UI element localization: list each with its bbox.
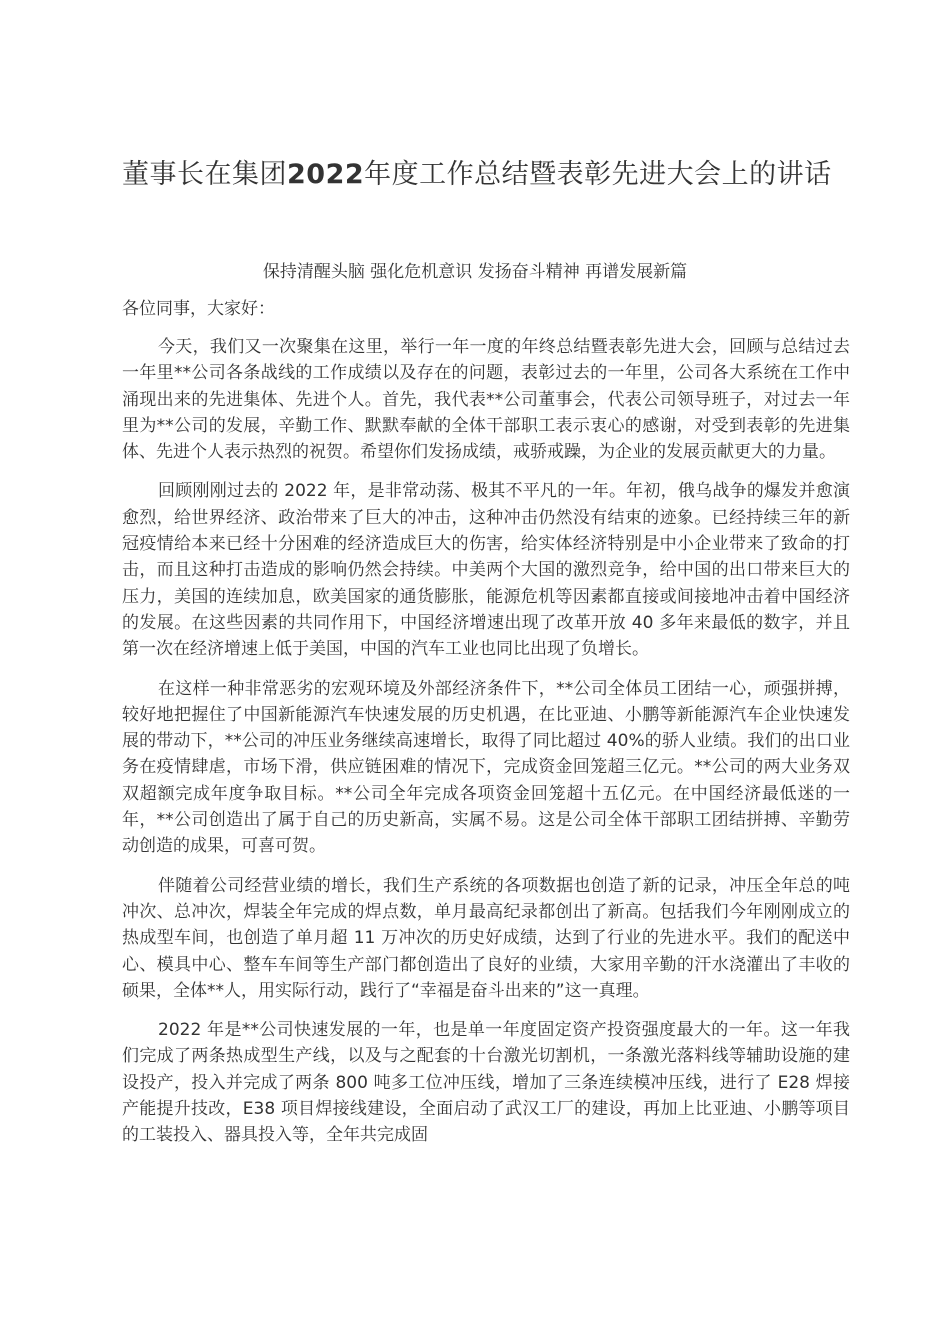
paragraph: 2022 年是**公司快速发展的一年，也是单一年度固定资产投资强度最大的一年。这一年我们完成了两条热成型生产线，以及与之配套的十台激光切割机，一条激光落料线等辅助设施的建设投产，投入并完成了两条 800 吨多工位冲压线，增加了三条连续模冲压线，进行了 E28 焊接产能提升技改，E38 项目焊接线建设，全面启动了武汉工厂的建设，再加上比亚迪、小鹏等项目的工装投入、器具投入等，全年共完成固 — [122, 1020, 850, 1146]
document-title — [122, 150, 842, 200]
title-year: 2022 — [287, 159, 365, 190]
document-subtitle: 保持清醒头脑 强化危机意识 发扬奋斗精神 再谱发展新篇 — [262, 262, 688, 282]
paragraph: 伴随着公司经营业绩的增长，我们生产系统的各项数据也创造了新的记录，冲压全年总的吨冲次、总冲次，焊装全年完成的焊点数，单月最高纪录都创出了新高。包括我们今年刚刚成立的热成型车间，也创造了单月超 11 万冲次的历史好成绩，达到了行业的先进水平。我们的配送中心、模具中心、整车车间等生产部门都创造出了良好的业绩，大家用辛勤的汗水浇灌出了丰收的硕果，全体**人，用实际行动，践行了“幸福是奋斗出来的”这一真理。 — [122, 875, 850, 1001]
greeting: 各位同事，大家好： — [122, 299, 275, 319]
paragraph: 回顾刚刚过去的 2022 年，是非常动荡、极其不平凡的一年。年初，俄乌战争的爆发并愈演愈烈，给世界经济、政治带来了巨大的冲击，这种冲击仍然没有结束的迹象。已经持续三年的新冠疫情给本来已经十分困难的经济造成巨大的伤害，给实体经济特别是中小企业带来了致命的打击，而且这种打击造成的影响仍然会持续。中美两个大国的激烈竞争，给中国的出口带来巨大的压力，美国的连续加息，欧美国家的通货膨胀，能源危机等因素都直接或间接地冲击着中国经济的发展。在这些因素的共同作用下，中国经济增速出现了改革开放 40 多年来最低的数字，并且第一次在经济增速上低于美国，中国的汽车工业也同比出现了负增长。 — [122, 481, 850, 660]
title-prefix: 董事长在集团 — [122, 159, 287, 190]
title-suffix: 年度工作总结暨表彰先进大会上的讲话 — [364, 159, 832, 190]
paragraph: 在这样一种非常恶劣的宏观环境及外部经济条件下，**公司全体员工团结一心，顽强拼搏，较好地把握住了中国新能源汽车快速发展的历史机遇，在比亚迪、小鹏等新能源汽车企业快速发展的带动下，**公司的冲压业务继续高速增长，取得了同比超过 40%的骄人业绩。我们的出口业务在疫情肆虐，市场下滑，供应链困难的情况下，完成资金回笼超三亿元。**公司的两大业务双双超额完成年度争取目标。**公司全年完成各项资金回笼超十五亿元。在中国经济最低迷的一年，**公司创造出了属于自己的历史新高，实属不易。这是公司全体干部职工团结拼搏、辛勤劳动创造的成果，可喜可贺。 — [122, 678, 850, 857]
paragraph: 今天，我们又一次聚集在这里，举行一年一度的年终总结暨表彰先进大会，回顾与总结过去一年里**公司各条战线的工作成绩以及存在的问题，表彰过去的一年里，公司各大系统在工作中涌现出来的先进集体、先进个人。首先，我代表**公司董事会，代表公司领导班子，对过去一年里为**公司的发展，辛勤工作、默默奉献的全体干部职工表示衷心的感谢，对受到表彰的先进集体、先进个人表示热烈的祝贺。希望你们发扬成绩，戒骄戒躁，为企业的发展贡献更大的力量。 — [122, 337, 850, 463]
body-text — [122, 334, 850, 1162]
